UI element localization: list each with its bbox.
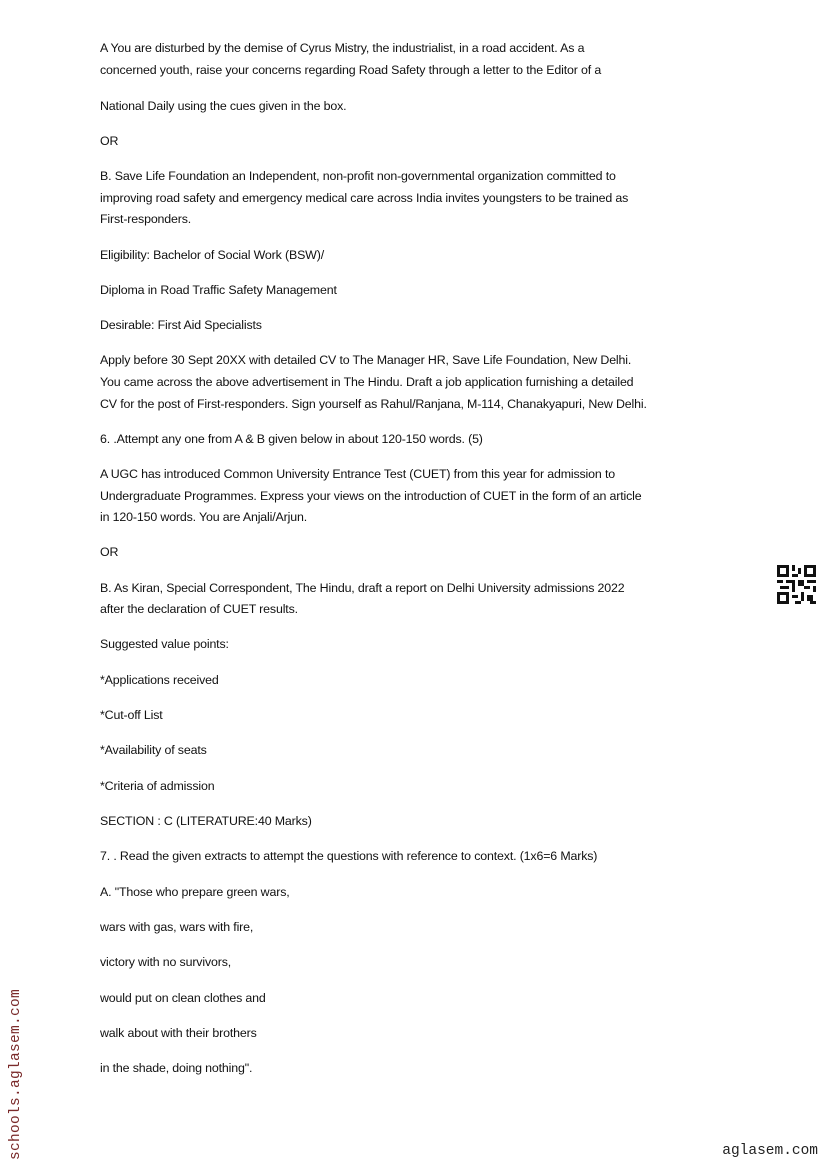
text-line: Diploma in Road Traffic Safety Management	[100, 283, 337, 297]
text-line: You came across the above advertisement in The Hindu. Draft a job application furnishing a detailed	[100, 375, 634, 389]
text-line: victory with no survivors,	[100, 955, 232, 969]
text-line: A UGC has introduced Common University Entrance Test (CUET) from this year for admission to	[100, 467, 615, 481]
text-line: CV for the post of First-responders. Sign yourself as Rahul/Ranjana, M-114, Chanakyapuri, New Delhi.	[100, 397, 647, 411]
text-line: A You are disturbed by the demise of Cyrus Mistry, the industrialist, in a road accident. As a	[100, 41, 585, 55]
text-line: Apply before 30 Sept 20XX with detailed CV to The Manager HR, Save Life Foundation, New Delhi.	[100, 353, 632, 367]
text-line: wars with gas, wars with fire,	[100, 920, 254, 934]
text-line: First-responders.	[100, 212, 192, 226]
text-line: *Cut-off List	[100, 708, 163, 722]
text-line: *Criteria of admission	[100, 779, 215, 793]
text-line: National Daily using the cues given in the box.	[100, 99, 347, 113]
text-line: OR	[100, 545, 119, 559]
text-line: Suggested value points:	[100, 637, 229, 651]
text-line: *Applications received	[100, 673, 219, 687]
text-line: 7. . Read the given extracts to attempt the questions with reference to context. (1x6=6 Marks)	[100, 849, 598, 863]
text-line: SECTION : C (LITERATURE:40 Marks)	[100, 814, 312, 828]
text-line: in 120-150 words. You are Anjali/Arjun.	[100, 510, 307, 524]
text-line: B. As Kiran, Special Correspondent, The Hindu, draft a report on Delhi University admissions 2022	[100, 581, 625, 595]
text-line: A. "Those who prepare green wars,	[100, 885, 290, 899]
text-line: Desirable: First Aid Specialists	[100, 318, 262, 332]
text-line: B. Save Life Foundation an Independent, non-profit non-governmental organization committed to	[100, 169, 616, 183]
text-line: would put on clean clothes and	[100, 991, 266, 1005]
text-line: concerned youth, raise your concerns regarding Road Safety through a letter to the Editor of a	[100, 63, 602, 77]
text-line: improving road safety and emergency medical care across India invites youngsters to be trained as	[100, 191, 629, 205]
footer-watermark: aglasem.com	[722, 1143, 818, 1159]
text-line: *Availability of seats	[100, 743, 207, 757]
text-line: 6. .Attempt any one from A & B given below in about 120-150 words. (5)	[100, 432, 483, 446]
text-line: Eligibility: Bachelor of Social Work (BSW)/	[100, 248, 324, 262]
text-line: in the shade, doing nothing".	[100, 1061, 253, 1075]
side-watermark: schools.aglasem.com	[8, 988, 24, 1160]
qr-code-icon	[777, 565, 816, 604]
text-line: walk about with their brothers	[100, 1026, 257, 1040]
text-line: after the declaration of CUET results.	[100, 602, 298, 616]
text-line: Undergraduate Programmes. Express your views on the introduction of CUET in the form of an article	[100, 489, 642, 503]
text-line: OR	[100, 134, 119, 148]
